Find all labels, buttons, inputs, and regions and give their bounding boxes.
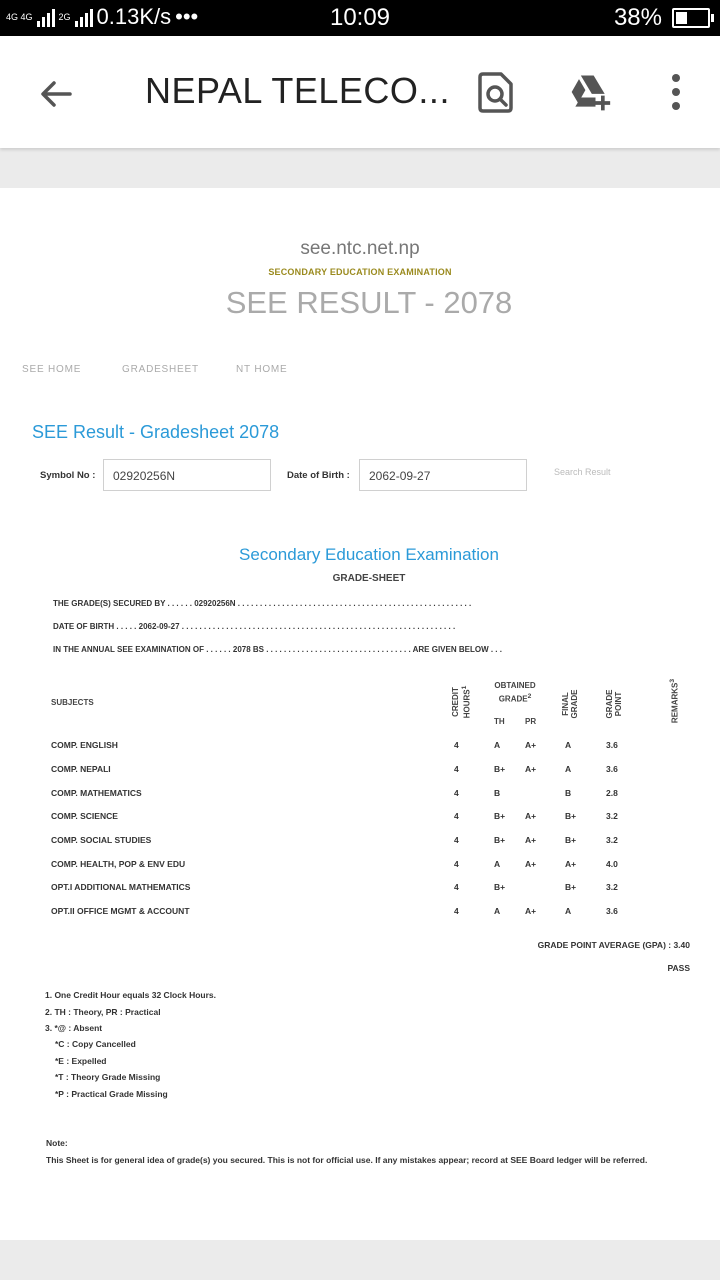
document-page	[0, 188, 720, 1240]
final-grade-header: FINAL GRADE	[561, 689, 579, 719]
pr-cell: A+	[525, 859, 537, 869]
status-bar	[0, 0, 720, 36]
credit-hours-label: CREDIT HOURS	[451, 687, 472, 719]
subject-cell: OPT.II OFFICE MGMT & ACCOUNT	[51, 906, 190, 916]
gp-cell: 3.6	[606, 740, 618, 750]
app-bar	[0, 36, 720, 148]
table-row	[0, 835, 720, 849]
credit-cell: 4	[454, 740, 459, 750]
dob-label: Date of Birth :	[287, 470, 350, 481]
obtained-grade-label: OBTAINED GRADE	[494, 681, 536, 704]
credit-cell: 4	[454, 788, 459, 798]
th-cell: B+	[494, 811, 506, 821]
battery-icon	[672, 8, 710, 28]
final-cell: A+	[565, 859, 577, 869]
nav-nt-home[interactable]: NT HOME	[236, 364, 288, 375]
subject-cell: COMP. ENGLISH	[51, 740, 118, 750]
remarks-sup: 3	[669, 678, 676, 683]
final-cell: B	[565, 788, 572, 798]
pr-cell: A+	[525, 811, 537, 821]
note-label: Note:	[46, 1138, 68, 1148]
th-cell: A	[494, 859, 501, 869]
final-cell: A	[565, 764, 572, 774]
table-row	[0, 788, 720, 802]
table-row	[0, 859, 720, 873]
back-arrow-icon[interactable]	[36, 74, 76, 114]
th-cell: B+	[494, 764, 506, 774]
clock: 10:09	[329, 4, 391, 31]
dob-input[interactable]: 2062-09-27	[359, 459, 527, 491]
more-options-icon[interactable]	[654, 70, 698, 114]
nav-see-home[interactable]: SEE HOME	[22, 364, 82, 375]
pr-cell: A+	[525, 764, 537, 774]
note-text: This Sheet is for general idea of grade(s) you secured. This is not for official use. If any mistakes appear; record at SEE Board ledger will be referred.	[46, 1155, 648, 1165]
site-domain: see.ntc.net.np	[300, 238, 420, 259]
battery-percent: 38%	[613, 4, 662, 31]
subject-cell: COMP. SCIENCE	[51, 811, 118, 821]
symbol-input[interactable]: 02920256N	[103, 459, 271, 491]
table-row	[0, 811, 720, 825]
page-title: NEPAL TELECO...	[145, 70, 450, 111]
final-cell: A	[565, 740, 572, 750]
subject-cell: COMP. MATHEMATICS	[51, 788, 142, 798]
footnote-copy-cancelled: *C : Copy Cancelled	[55, 1039, 136, 1049]
gp-cell: 2.8	[606, 788, 618, 798]
footnote-2: 2. TH : Theory, PR : Practical	[45, 1007, 161, 1017]
sheet-title: Secondary Education Examination	[239, 545, 499, 564]
gp-cell: 4.0	[606, 859, 618, 869]
obtained-grade-header	[490, 680, 540, 705]
th-cell: A	[494, 906, 501, 916]
subject-cell: COMP. NEPALI	[51, 764, 111, 774]
table-row	[0, 740, 720, 754]
subject-cell: OPT.I ADDITIONAL MATHEMATICS	[51, 882, 191, 892]
credit-cell: 4	[454, 906, 459, 916]
network-type-label-2: 2G	[58, 11, 71, 22]
th-cell: B	[494, 788, 501, 798]
search-result-button[interactable]: Search Result	[554, 467, 611, 477]
gpa-summary: GRADE POINT AVERAGE (GPA) : 3.40	[537, 940, 690, 950]
subject-cell: COMP. HEALTH, POP & ENV EDU	[51, 859, 186, 869]
obtained-grade-sup: 2	[527, 693, 532, 700]
final-cell: B+	[565, 882, 577, 892]
add-to-drive-icon[interactable]	[568, 70, 612, 114]
credit-hours-sup: 1	[461, 685, 468, 690]
credit-cell: 4	[454, 835, 459, 845]
remarks-label: REMARKS	[670, 682, 680, 724]
battery-level	[676, 12, 687, 24]
gp-cell: 3.2	[606, 882, 618, 892]
th-header: TH	[494, 717, 505, 726]
grade-point-header: GRADE POINT	[605, 689, 623, 719]
table-row	[0, 882, 720, 896]
footnote-1: 1. One Credit Hour equals 32 Clock Hours.	[45, 990, 216, 1000]
table-row	[0, 764, 720, 778]
gp-cell: 3.6	[606, 906, 618, 916]
result-status: PASS	[667, 963, 690, 973]
site-tagline: SECONDARY EDUCATION EXAMINATION	[268, 267, 452, 277]
network-type-label: 4G 4G	[6, 11, 33, 22]
symbol-label: Symbol No :	[40, 470, 96, 481]
final-cell: B+	[565, 811, 577, 821]
table-row	[0, 906, 720, 920]
th-cell: B+	[494, 835, 506, 845]
gp-cell: 3.6	[606, 764, 618, 774]
pr-cell: A+	[525, 906, 537, 916]
final-cell: B+	[565, 835, 577, 845]
credit-hours-header	[451, 682, 472, 722]
gp-cell: 3.2	[606, 835, 618, 845]
network-speed: 0.13K/s	[96, 4, 172, 29]
credit-cell: 4	[454, 811, 459, 821]
final-cell: A	[565, 906, 572, 916]
remarks-header	[668, 676, 678, 726]
footnote-theory-missing: *T : Theory Grade Missing	[55, 1072, 161, 1082]
dob-line: DATE OF BIRTH . . . . . 2062-09-27 . . . . . . . . . . . . . . . . . . . . . . . . . . . . . . . . . . . . . . . . . . . . . . . . . . . . . . . . . . . . . .	[53, 622, 456, 631]
battery-indicator	[614, 4, 710, 32]
th-cell: B+	[494, 882, 506, 892]
site-title: SEE RESULT - 2078	[225, 285, 513, 320]
exam-line: IN THE ANNUAL SEE EXAMINATION OF . . . . . . 2078 BS . . . . . . . . . . . . . . . . . . . . . . . . . . . . . . . . . ARE GIVEN BELOW . . .	[53, 645, 502, 654]
nav-gradesheet[interactable]: GRADESHEET	[122, 364, 199, 375]
gp-cell: 3.2	[606, 811, 618, 821]
credit-cell: 4	[454, 882, 459, 892]
th-cell: A	[494, 740, 501, 750]
pr-cell: A+	[525, 835, 537, 845]
more-notifications-icon: •••	[175, 4, 199, 29]
pr-cell: A+	[525, 740, 537, 750]
credit-cell: 4	[454, 859, 459, 869]
footnote-practical-missing: *P : Practical Grade Missing	[55, 1089, 168, 1099]
credit-cell: 4	[454, 764, 459, 774]
pr-header: PR	[525, 717, 537, 726]
gradesheet-heading: SEE Result - Gradesheet 2078	[32, 422, 280, 442]
secured-by-line: THE GRADE(S) SECURED BY . . . . . . 02920256N . . . . . . . . . . . . . . . . . . . . . . . . . . . . . . . . . . . . . . . . . . . . . . . . . . . . .	[53, 599, 472, 608]
subjects-header: SUBJECTS	[51, 698, 94, 707]
footnote-3: 3. *@ : Absent	[45, 1023, 103, 1033]
find-in-page-icon[interactable]	[474, 70, 518, 114]
footnote-expelled: *E : Expelled	[55, 1056, 107, 1066]
sheet-subtitle: GRADE-SHEET	[332, 573, 406, 584]
subject-cell: COMP. SOCIAL STUDIES	[51, 835, 152, 845]
